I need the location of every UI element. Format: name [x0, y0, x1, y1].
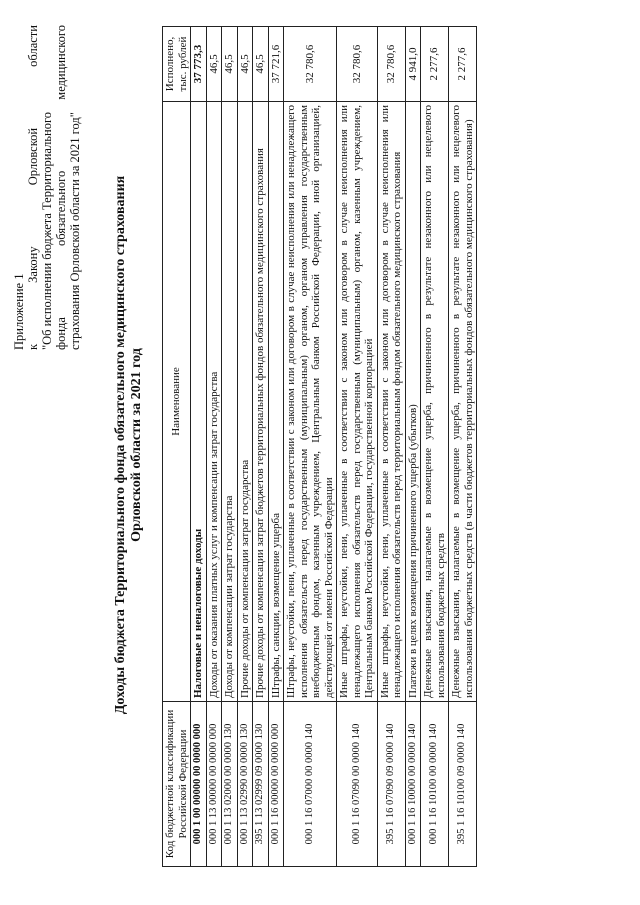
table-row — [337, 27, 378, 867]
row-name: Иные штрафы, неустойки, пени, уплаченные в соответствии с законом или договором в случае неисполнения или ненадлежащего исполнения обязательств перед государственным (муниципальным) органом, казенным учреждением, Центральным банком Российской Федерации, государственной корпорацией — [337, 102, 378, 702]
table-row — [237, 27, 253, 867]
row-name: Штрафы, санкции, возмещение ущерба — [268, 102, 284, 702]
row-name: Доходы от компенсации затрат государства — [222, 102, 238, 702]
row-name: Иные штрафы, неустойки, пени, уплаченные в соответствии с законом или договором в случае неисполнения или ненадлежащего исполнения обязательств перед территориальным фондом обязательного медицинского страхования — [377, 102, 405, 702]
appendix-header — [12, 25, 82, 350]
appendix-line: "Об исполнении бюджета Территориального — [40, 111, 54, 350]
row-name: Налоговые и неналоговые доходы — [191, 102, 207, 702]
row-code: 000 1 16 07000 00 0000 140 — [284, 702, 337, 867]
row-amount: 46,5 — [253, 27, 269, 102]
appendix-line — [54, 25, 68, 350]
appendix-word: Закону — [26, 246, 40, 283]
row-name: Прочие доходы от компенсации затрат бюджетов территориальных фондов обязательного медицинского страхования — [253, 102, 269, 702]
table-row — [222, 27, 238, 867]
row-amount: 32 780,6 — [337, 27, 378, 102]
table-row — [268, 27, 284, 867]
row-code: 000 1 13 02990 00 0000 130 — [237, 702, 253, 867]
row-code: 000 1 00 00000 00 0000 000 — [191, 702, 207, 867]
row-code: 395 1 16 07090 09 0000 140 — [377, 702, 405, 867]
document-subtitle: Орловской области за 2021 год — [129, 348, 144, 542]
appendix-line: страхования Орловской области за 2021 год" — [68, 112, 82, 350]
appendix-word: фонда — [54, 317, 68, 350]
appendix-word: Орловской — [26, 127, 40, 186]
document-title: Доходы бюджета Территориального фонда обязательного медицинского страхования — [113, 175, 128, 715]
row-code: 000 1 16 00000 00 0000 000 — [268, 702, 284, 867]
row-amount: 46,5 — [237, 27, 253, 102]
table-row — [253, 27, 269, 867]
row-amount: 2 277,6 — [421, 27, 449, 102]
row-amount: 46,5 — [222, 27, 238, 102]
appendix-line — [26, 25, 40, 350]
table-row — [405, 27, 421, 867]
appendix-word: медицинского — [54, 25, 68, 100]
appendix-label: Приложение 1 — [12, 273, 26, 350]
row-amount: 37 721,6 — [268, 27, 284, 102]
income-table — [162, 26, 477, 867]
appendix-word: к — [26, 343, 40, 350]
row-code: 395 1 13 02999 09 0000 130 — [253, 702, 269, 867]
row-code: 395 1 16 10100 09 0000 140 — [449, 702, 477, 867]
row-amount: 2 277,6 — [449, 27, 477, 102]
row-name: Платежи в целях возмещения причиненного ущерба (убытков) — [405, 102, 421, 702]
row-name: Денежные взыскания, налагаемые в возмещение ущерба, причиненного в результате незаконного или нецелевого использования бюджетных средств — [421, 102, 449, 702]
row-name: Денежные взыскания, налагаемые в возмещение ущерба, причиненного в результате незаконного или нецелевого использования бюджетных средств (в части бюджетов территориальных фондов обязательного медицинского страхования) — [449, 102, 477, 702]
table-header-row — [163, 27, 191, 867]
row-amount: 4 941,0 — [405, 27, 421, 102]
appendix-word: обязательного — [54, 170, 68, 246]
row-amount: 37 773,3 — [191, 27, 207, 102]
row-amount: 32 780,6 — [377, 27, 405, 102]
table-row — [449, 27, 477, 867]
row-amount: 46,5 — [206, 27, 222, 102]
header-code: Код бюджетной классификации Российской Федерации — [163, 702, 191, 867]
table-row — [191, 27, 207, 867]
row-amount: 32 780,6 — [284, 27, 337, 102]
table-row — [377, 27, 405, 867]
row-code: 000 1 16 10000 00 0000 140 — [405, 702, 421, 867]
row-name: Штрафы, неустойки, пени, уплаченные в соответствии с законом или договором в случае неисполнения или ненадлежащего исполнения обязательств перед государственным (муниципальным) органом, органом управления государственным внебюджетным фондом, казенным учреждением, Центральным банком Российской Федерации, иной организацией, действующей от имени Российской Федерации — [284, 102, 337, 702]
table-row — [421, 27, 449, 867]
row-code: 000 1 16 07090 00 0000 140 — [337, 702, 378, 867]
row-code: 000 1 13 00000 00 0000 000 — [206, 702, 222, 867]
header-amount: Исполнено, тыс. рублей — [163, 27, 191, 102]
table-row — [206, 27, 222, 867]
row-code: 000 1 16 10100 00 0000 140 — [421, 702, 449, 867]
header-name: Наименование — [163, 102, 191, 702]
row-name: Доходы от оказания платных услуг и компенсации затрат государства — [206, 102, 222, 702]
table-row — [284, 27, 337, 867]
appendix-word: области — [26, 25, 40, 67]
row-code: 000 1 13 02000 00 0000 130 — [222, 702, 238, 867]
row-name: Прочие доходы от компенсации затрат государства — [237, 102, 253, 702]
